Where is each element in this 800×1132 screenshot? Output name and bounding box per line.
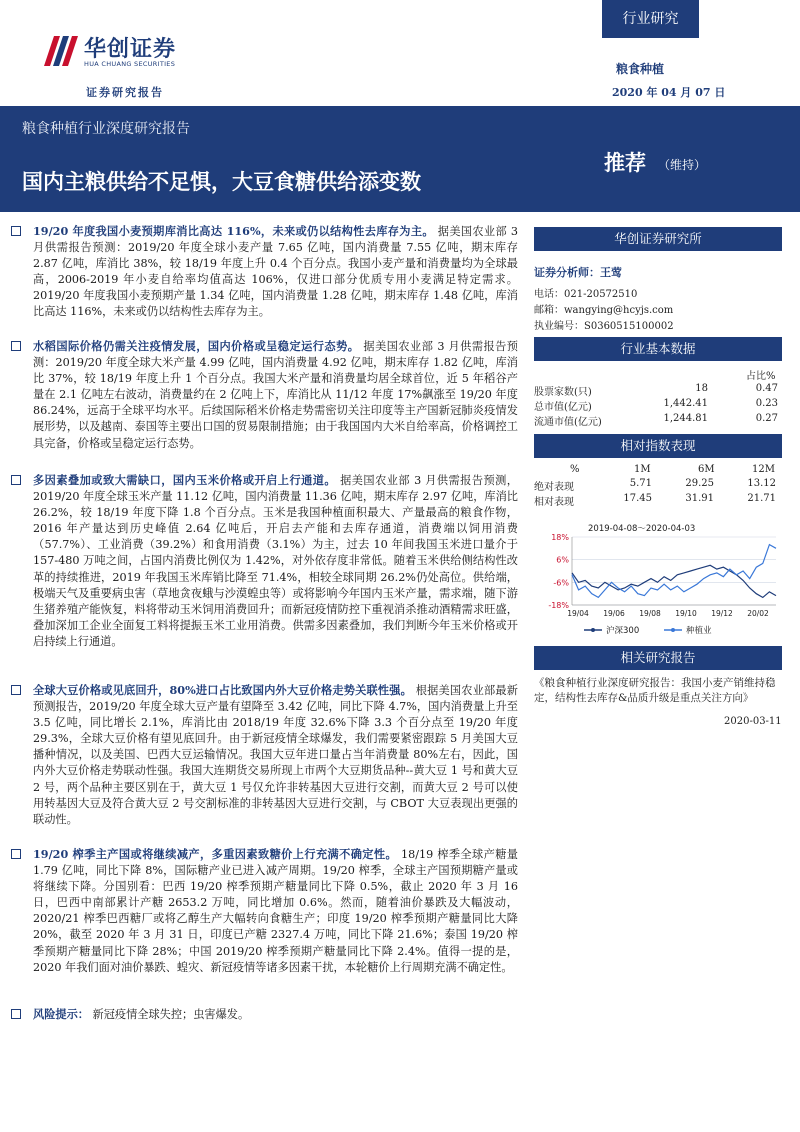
x-tick-label: 19/08 <box>639 609 661 618</box>
research-institute-header: 华创证券研究所 <box>534 227 782 251</box>
y-tick-label: -6% <box>553 578 569 588</box>
table-row-value: 1,442.41 <box>663 398 708 409</box>
rating: 推荐 <box>604 150 646 175</box>
legend-marker <box>671 628 675 632</box>
section-body: 根据美国农业部最新预测报告，2019/20 年度全球大豆产量有望降至 3.42 亿吨，同比下降 4.7%，国内消费量上升至 3.5 亿吨，同比增长 2.1%，库消比由 2018/19 年度 32.6%下降 3.3 个百分点至 19/20 年度 29.3%，全球大豆价格有望见底回升。由于新冠疫情全球爆发，我们需要紧密跟踪 5 月美国大豆播种情况，以及美国、巴西大豆运输情况。我国大豆年进口量占当年消费量 80%左右，因此，国内外大豆价格走势联动性强。我国大连期货交易所现上市两个大豆期货品种--黄大豆 1 号和黄大豆 2 号，两个品种主要区别在于，黄大豆 1 号仅允许非转基因大豆进行交割，而黄大豆 2 号可以使用转基因大豆及符合黄大豆 2 号交割标准的非转基因大豆进行交割，与 CBOT 大豆表现出更强的联动性。 <box>33 684 518 826</box>
checkbox-bullet-icon <box>11 849 21 859</box>
legend-marker <box>591 628 595 632</box>
industry-research-tag: 行业研究 <box>602 0 699 38</box>
section-soybean <box>33 682 518 828</box>
company-logo <box>40 30 200 80</box>
x-tick-label: 19/12 <box>711 609 733 618</box>
report-date: 2020 年 04 月 07 日 <box>612 86 726 99</box>
table-row-share: 0.23 <box>755 398 778 409</box>
table-cell: 17.45 <box>623 493 652 504</box>
table-row-label: 相对表现 <box>534 497 574 508</box>
report-subtitle: 粮食种植行业深度研究报告 <box>22 121 190 137</box>
table-col-header: 6M <box>698 464 715 475</box>
table-cell: 31.91 <box>685 493 714 504</box>
related-research-header: 相关研究报告 <box>534 646 782 670</box>
checkbox-bullet-icon <box>11 226 21 236</box>
table-col-header: 12M <box>752 464 775 475</box>
related-report-date: 2020-03-11 <box>724 716 782 727</box>
section-lead: 多因素叠加或致大需缺口，国内玉米价格或开启上行通道。 <box>33 473 337 487</box>
chart-title: 2019-04-08～2020-04-03 <box>588 524 696 534</box>
analyst-license: 执业编号：S0360515100002 <box>534 321 674 332</box>
table-row-label: 绝对表现 <box>534 482 574 493</box>
legend-label: 种植业 <box>686 626 712 636</box>
x-tick-label: 19/04 <box>567 609 589 618</box>
section-sugar <box>33 846 518 976</box>
section-body: 18/19 榨季全球产糖量 1.79 亿吨，同比下降 8%，国际糖产业已进入减产周期。19/20 榨季，全球主产国预期糖产量或将继续下降。分国别看：巴西 19/20 榨季预期产糖量同比下降 0.5%，截止 2020 年 3 月 16 日，巴西中南部累计产糖 2653.2 万吨，同比增加 0.6%。然而，随着油价暴跌及大幅波动，2020/21 榨季巴西糖厂或将乙醇生产大幅转向食糖生产；印度 19/20 榨季预期产糖量同比大降 20%，截至 2020 年 3 月 31 日，印度已产糖 2327.4 万吨，同比下降 21.6%；泰国 19/20 榨季预期产糖量同比下降 28%；中国 2019/20 榨季预期产糖量同比下降 2.4%。值得一提的是，2020 年我们面对油价暴跌、蝗灾、新冠疫情等诸多因素干扰，本轮糖价上行周期充满不确定性。 <box>33 848 518 974</box>
table-row-label: 总市值(亿元) <box>534 402 592 413</box>
analyst-name: 王莺 <box>600 266 622 279</box>
checkbox-bullet-icon <box>11 475 21 485</box>
table-cell: 29.25 <box>685 478 714 489</box>
y-tick-label: -18% <box>548 601 569 610</box>
related-report-link[interactable]: 《粮食种植行业深度研究报告：我国小麦产销维持稳定，结构性去库存&品质升级是重点关注方向》 <box>534 677 776 704</box>
analyst-phone: 电话：021-20572510 <box>534 289 638 300</box>
section-body: 据美国农业部 3 月供需报告预测，2019/20 年度全球玉米产量 11.12 亿吨，国内消费量 11.36 亿吨，期末库存 2.97 亿吨，库消比 26.2%，较 18/19 年度下降 1.8 个百分点。玉米是我国种植面积最大、产量最高的粮食作物，2016 年产量达到历史峰值 2.64 亿吨后，开启去产能和去库存通道，消费端以饲用消费（57.7%）、工业消费（39.2%）和食用消费（3.1%）为主，过去 10 年间我国玉米进口量介于 157-480 万吨之间，占国内消费比例仅为 1.42%，对外依存度非常低。随着玉米供给侧结构性改革的持续推进，2019 年我国玉米库销比降至 71.4%，相较全球同期 26.2%仍处高位。供给端，极端天气及重要病虫害（草地贪夜蛾与沙漠蝗虫等）或将影响今年国内玉米产量，需求端，随下游生猪养殖产能恢复，料将带动玉米饲用消费回升；而新冠疫情防控下重视消杀推动酒精需求旺盛，叠加深加工企业全面复工料将提振玉米工业用消费。供需多因素叠加，我们判断今年玉米价格或开启持续上行通道。 <box>33 474 518 648</box>
series-line-1 <box>572 545 776 598</box>
index-performance-header: 相对指数表现 <box>534 434 782 458</box>
section-lead: 全球大豆价格或见底回升，80%进口占比致国内外大豆价格走势关联性强。 <box>33 683 413 697</box>
company-name-cn: 华创证券 <box>84 37 177 62</box>
y-tick-label: 18% <box>551 533 569 542</box>
relative-performance-chart <box>536 521 782 641</box>
checkbox-bullet-icon <box>11 685 21 695</box>
section-lead: 风险提示： <box>33 1007 89 1021</box>
section-body: 据美国农业部 3 月供需报告预测：2019/20 年度全球大米产量 4.99 亿吨，国内消费量 4.92 亿吨，期末库存 1.82 亿吨，库消比 37%，较 18/19 年度上升 1 个百分点。我国大米产量和消费量均居全球首位，近 5 年稻谷产量在 2.1 亿吨左右波动，消费量约在 2 亿吨上下，库消比从 11/12 年度 17%飙涨至 19/20 年度 86.24%，远高于全球平均水平。后续国际稻米价格走势需密切关注印度等主产国新冠肺炎疫情发展形势，以及越南、泰国等主要出口国的贸易限制措施；由于我国国内大米自给率高，价格调控工具完备，价格或呈稳定运行态势。 <box>33 340 518 450</box>
section-lead: 水稻国际价格仍需关注疫情发展，国内价格或呈稳定运行态势。 <box>33 339 360 353</box>
report-title: 国内主粮供给不足惧，大豆食糖供给添变数 <box>22 169 421 194</box>
legend-label: 沪深300 <box>606 626 640 636</box>
section-body: 据美国农业部 3 月供需报告预测：2019/20 年度全球小麦产量 7.65 亿吨，国内消费量 7.55 亿吨，期末库存 2.87 亿吨，库消比 38%，较 18/19 年度上升 0.4 个百分点。我国小麦产量和消费量均为全球最高，2006-2019 年小麦自给率均值高达 106%，仅进口部分优质专用小麦满足特定需求。2019/20 年度我国小麦预期产量 1.34 亿吨，国内消费量 1.28 亿吨，期末库存 1.48 亿吨，库消比高达 116%，未来或仍以结构性去库存为主。 <box>33 225 518 319</box>
sector-label: 粮食种植 <box>616 62 665 76</box>
table-col-header: % <box>570 464 580 475</box>
table-row-value: 1,244.81 <box>663 413 708 424</box>
section-lead: 19/20 年度我国小麦预期库消比高达 116%，未来或仍以结构性去库存为主。 <box>33 224 434 238</box>
share-column-header: 占比% <box>746 371 776 382</box>
y-tick-label: 6% <box>556 555 569 565</box>
table-cell: 21.71 <box>747 493 776 504</box>
company-name-en: HUA CHUANG SECURITIES <box>84 60 176 68</box>
industry-data-header: 行业基本数据 <box>534 337 782 361</box>
table-col-header: 1M <box>634 464 651 475</box>
report-type-label: 证券研究报告 <box>86 86 164 99</box>
logo-mark-icon <box>40 30 80 70</box>
table-row-value: 18 <box>695 383 708 394</box>
table-cell: 13.12 <box>747 478 776 489</box>
checkbox-bullet-icon <box>11 341 21 351</box>
section-wheat <box>33 223 518 321</box>
table-cell: 5.71 <box>629 478 652 489</box>
rating-note: （维持） <box>658 158 707 172</box>
table-row-label: 流通市值(亿元) <box>534 417 602 428</box>
analyst-line <box>534 264 622 280</box>
table-row-label: 股票家数(只) <box>534 387 592 398</box>
section-rice <box>33 338 518 452</box>
x-tick-label: 19/10 <box>675 609 697 618</box>
analyst-label: 证券分析师： <box>534 266 600 279</box>
table-row-share: 0.27 <box>755 413 778 424</box>
x-tick-label: 20/02 <box>747 609 769 618</box>
section-lead: 19/20 榨季主产国或将继续减产，多重因素致糖价上行充满不确定性。 <box>33 847 398 861</box>
section-body: 新冠疫情全球失控；虫害爆发。 <box>92 1008 250 1021</box>
table-row-share: 0.47 <box>755 383 778 394</box>
section-corn <box>33 472 518 650</box>
x-tick-label: 19/06 <box>603 609 625 618</box>
checkbox-bullet-icon <box>11 1009 21 1019</box>
section-risk <box>33 1006 518 1023</box>
analyst-email[interactable]: 邮箱：wangying@hcyjs.com <box>534 305 674 316</box>
